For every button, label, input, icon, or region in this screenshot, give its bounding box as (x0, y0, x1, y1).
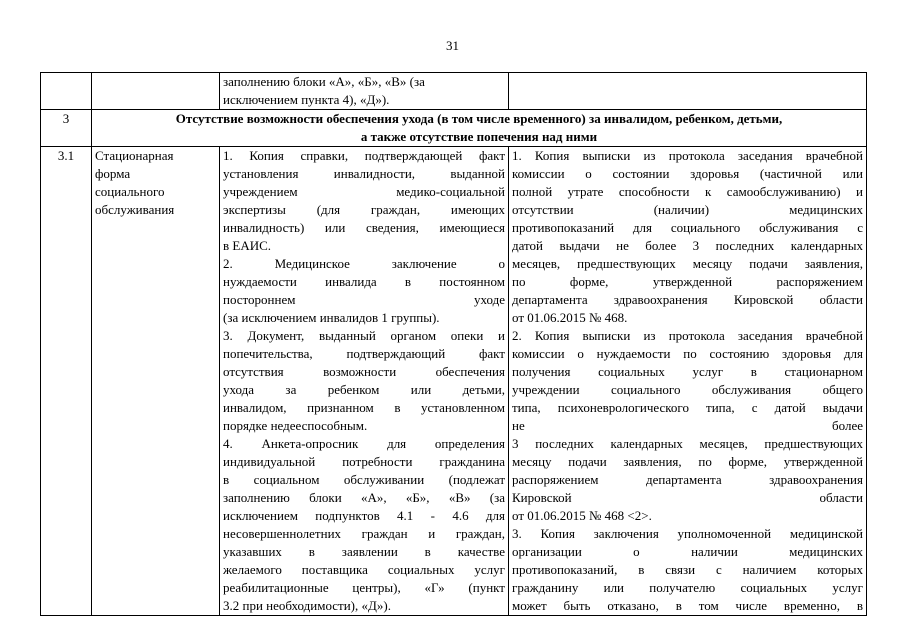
requirement-line: департамента здравоохранения Кировской области (512, 292, 863, 307)
requirement-line: полной утрате способности к самообслуживанию) и (512, 184, 863, 199)
requirement-line: 1. Копия выписки из протокола заседания врачебной (512, 148, 863, 163)
requirement-line: датой выдачи не более 3 последних календарных (512, 238, 863, 253)
documents-cell (220, 147, 509, 616)
document-line: ухода за ребенком или детьми, (223, 382, 505, 397)
requirement-line: от 01.06.2015 № 468 <2>. (512, 508, 652, 523)
requirement-line: организации о наличии медицинских (512, 544, 863, 559)
row-number: 3.1 (41, 147, 92, 616)
document-line: несовершеннолетних граждан и граждан, (223, 526, 505, 541)
requirement-line: противопоказаний для социального обслуживания с (512, 220, 863, 235)
section-title-line-1: Отсутствие возможности обеспечения ухода (в том числе временного) за инвалидом, ребенком, детьми, (175, 111, 783, 126)
requirement-line: 3. Копия заключения уполномоченной медицинской (512, 526, 863, 541)
document-line: 3.2 при необходимости), «Д»). (223, 598, 391, 613)
documents-cell (220, 73, 509, 110)
requirement-line: гражданину или получателю социальных услуг (512, 580, 863, 595)
document-line: порядке недееспособным. (223, 418, 368, 433)
table-row (41, 73, 867, 110)
document-line: инвалидом, признанном в установленном (223, 400, 505, 415)
page-number: 31 (446, 38, 459, 53)
document-line: экспертизы (для граждан, имеющих (223, 202, 505, 217)
document-line: 4. Анкета-опросник для определения (223, 436, 505, 451)
service-form-line: обслуживания (95, 202, 175, 217)
requirement-line: по форме, утвержденной распоряжением (512, 274, 863, 289)
requirement-line: месяцу подачи заявления, по форме, утвержденной (512, 454, 863, 469)
document-line: 1. Копия справки, подтверждающей факт (223, 148, 505, 163)
document-line: индивидуальной потребности гражданина (223, 454, 505, 469)
requirement-line: месяцев, предшествующих месяцу подачи заявления, (512, 256, 863, 271)
document-line: реабилитационные центры), «Г» (пункт (223, 580, 505, 595)
document-line: (за исключением инвалидов 1 группы). (223, 310, 440, 325)
document-line: исключением подпунктов 4.1 - 4.6 для (223, 508, 505, 523)
requirement-line: 2. Копия выписки из протокола заседания врачебной (512, 328, 863, 343)
section-row (41, 110, 867, 147)
document-line: в социальном обслуживании (подлежат (223, 472, 505, 487)
services-documents-table (40, 72, 867, 616)
section-title (92, 110, 867, 147)
requirement-line: не более (512, 418, 863, 433)
requirement-line: получения социальных услуг в стационарном (512, 364, 863, 379)
document-line: в ЕАИС. (223, 238, 272, 253)
document-line: учреждением медико-социальной (223, 184, 505, 199)
requirement-line: от 01.06.2015 № 468. (512, 310, 628, 325)
section-title-line-2: а также отсутствие попечения над ними (360, 129, 598, 144)
requirement-line: может быть отказано, в том числе временно, в (512, 598, 863, 613)
document-line: 3. Документ, выданный органом опеки и (223, 328, 505, 343)
requirement-line: комиссии о нуждаемости по состоянию здоровья для (512, 346, 863, 361)
requirement-line: отсутствии (наличии) медицинских (512, 202, 863, 217)
requirements-cell (509, 147, 867, 616)
requirement-line: типа, психоневрологического типа, с датой выдачи (512, 400, 863, 415)
service-form-line: социального (95, 184, 165, 199)
document-line: заполнению блоки «А», «Б», «В» (за (223, 490, 505, 505)
row-number-cell (41, 73, 92, 110)
requirement-line: комиссии о состоянии здоровья (частичной или (512, 166, 863, 181)
section-number: 3 (41, 110, 92, 147)
document-line: нуждаемости инвалида в постоянном (223, 274, 505, 289)
document-line: желаемого поставщика социальных услуг (223, 562, 505, 577)
service-form-cell (92, 147, 220, 616)
document-line: инвалидность) или сведения, имеющиеся (223, 220, 505, 235)
service-form-line: форма (95, 166, 131, 181)
service-form-cell (92, 73, 220, 110)
service-form-line: Стационарная (95, 148, 174, 163)
requirement-line: распоряжением департамента здравоохранения (512, 472, 863, 487)
document-line: отсутствия возможности обеспечения (223, 364, 505, 379)
document-line: установления инвалидности, выданной (223, 166, 505, 181)
requirements-cell (509, 73, 867, 110)
document-line: 2. Медицинское заключение о (223, 256, 505, 271)
document-line: постороннем уходе (223, 292, 505, 307)
table-row (41, 147, 867, 616)
requirement-line: Кировской области (512, 490, 863, 505)
requirement-line: учреждении социального обслуживания общего (512, 382, 863, 397)
document-line: попечительства, подтверждающий факт (223, 346, 505, 361)
document-line: указавших в заявлении в качестве (223, 544, 505, 559)
requirement-line: противопоказаний, в связи с наличием которых (512, 562, 863, 577)
requirement-line: 3 последних календарных месяцев, предшествующих (512, 436, 863, 451)
text-line: заполнению блоки «А», «Б», «В» (за (223, 74, 425, 89)
text-line: исключением пункта 4), «Д»). (223, 92, 390, 107)
